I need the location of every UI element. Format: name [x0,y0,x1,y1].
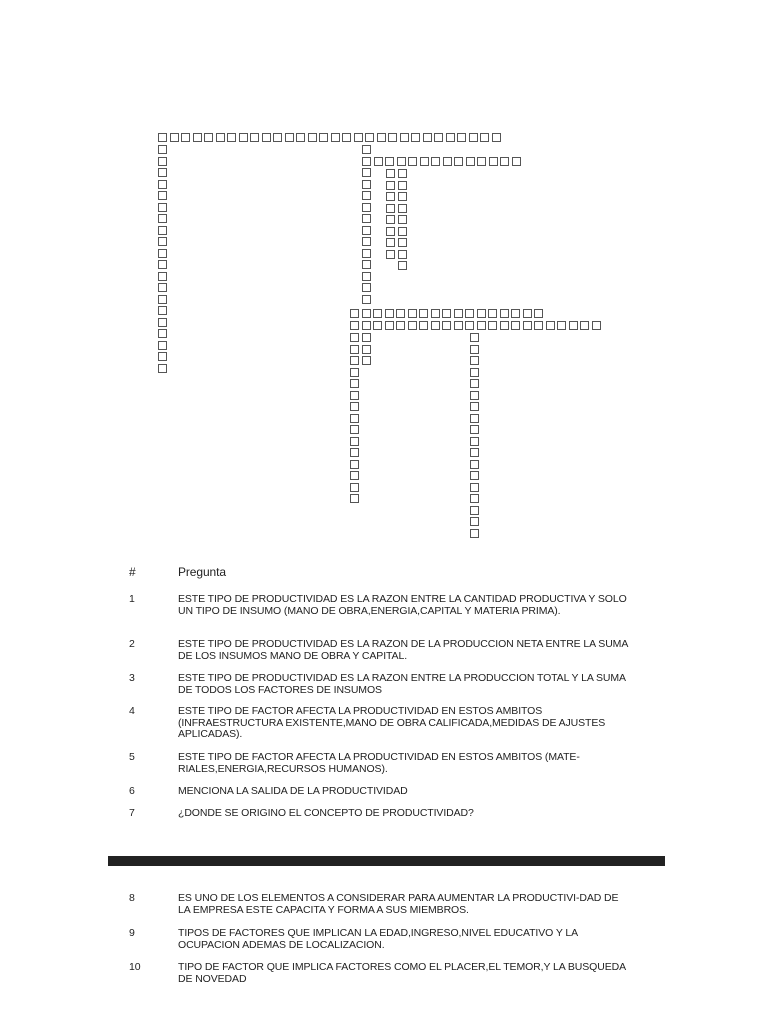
crossword-cell[interactable] [492,133,501,142]
crossword-cell[interactable] [342,133,351,142]
crossword-cell[interactable] [373,321,382,330]
crossword-cell[interactable] [331,133,340,142]
crossword-cell[interactable] [362,214,371,223]
crossword-cell[interactable] [158,283,167,292]
crossword-cell[interactable] [386,215,395,224]
crossword-cell[interactable] [396,309,405,318]
crossword-cell[interactable] [158,306,167,315]
crossword-cell[interactable] [350,402,359,411]
crossword-cell[interactable] [362,180,371,189]
crossword-cell[interactable] [408,157,417,166]
crossword-cell[interactable] [411,133,420,142]
crossword-cell[interactable] [557,321,566,330]
crossword-cell[interactable] [386,169,395,178]
crossword-cell[interactable] [470,368,479,377]
crossword-cell[interactable] [350,309,359,318]
crossword-cell[interactable] [580,321,589,330]
crossword-cell[interactable] [158,318,167,327]
question-text: ESTE TIPO DE PRODUCTIVIDAD ES LA RAZON ENTRE LA PRODUCCION TOTAL Y LA SUMA DE TODOS LOS FACTORES DE INSUMOS [178,672,626,696]
question-text: ¿DONDE SE ORIGINO EL CONCEPTO DE PRODUCTIVIDAD? [178,807,474,819]
crossword-cell[interactable] [158,237,167,246]
crossword-cell[interactable] [398,250,407,259]
crossword-cell[interactable] [477,157,486,166]
crossword-cell[interactable] [204,133,213,142]
crossword-cell[interactable] [216,133,225,142]
crossword-cell[interactable] [158,364,167,373]
crossword-cell[interactable] [420,157,429,166]
crossword-cell[interactable] [488,321,497,330]
crossword-cell[interactable] [158,329,167,338]
crossword-cell[interactable] [442,321,451,330]
crossword-cell[interactable] [534,321,543,330]
question-number: 1 [129,593,135,605]
crossword-cell[interactable] [362,145,371,154]
crossword-cell[interactable] [350,494,359,503]
crossword-cell[interactable] [158,157,167,166]
crossword-cell[interactable] [227,133,236,142]
crossword-cell[interactable] [296,133,305,142]
question-number: 4 [129,705,135,717]
crossword-cell[interactable] [400,133,409,142]
crossword-cell[interactable] [158,295,167,304]
crossword-cell[interactable] [362,191,371,200]
crossword-cell[interactable] [470,529,479,538]
crossword-cell[interactable] [434,133,443,142]
crossword-cell[interactable] [470,356,479,365]
crossword-cell[interactable] [158,203,167,212]
crossword-cell[interactable] [365,133,374,142]
crossword-cell[interactable] [362,168,371,177]
crossword-cell[interactable] [239,133,248,142]
crossword-cell[interactable] [158,145,167,154]
crossword-cell[interactable] [362,249,371,258]
crossword-cell[interactable] [398,227,407,236]
crossword-cell[interactable] [397,157,406,166]
crossword-cell[interactable] [362,321,371,330]
crossword-cell[interactable] [362,356,371,365]
crossword-cell[interactable] [511,309,520,318]
crossword-cell[interactable] [511,321,520,330]
crossword-cell[interactable] [385,157,394,166]
crossword-cell[interactable] [419,309,428,318]
crossword-cell[interactable] [158,168,167,177]
crossword-cell[interactable] [193,133,202,142]
crossword-cell[interactable] [308,133,317,142]
crossword-cell[interactable] [398,181,407,190]
crossword-cell[interactable] [442,309,451,318]
crossword-cell[interactable] [489,157,498,166]
crossword-cell[interactable] [350,414,359,423]
question-text: ES UNO DE LOS ELEMENTOS A CONSIDERAR PARA AUMENTAR LA PRODUCTIVI-DAD DE LA EMPRESA ESTE CAPACITA Y FORMA A SUS MIEMBROS. [178,892,619,916]
crossword-cell[interactable] [470,460,479,469]
page-divider [108,856,665,866]
question-text: ESTE TIPO DE PRODUCTIVIDAD ES LA RAZON ENTRE LA CANTIDAD PRODUCTIVA Y SOLO UN TIPO DE INSUMO (MANO DE OBRA,ENERGIA,CAPITAL Y MATERIA PRIMA). [178,593,627,617]
crossword-cell[interactable] [477,309,486,318]
crossword-cell[interactable] [350,321,359,330]
crossword-cell[interactable] [457,133,466,142]
question-text: ESTE TIPO DE PRODUCTIVIDAD ES LA RAZON DE LA PRODUCCION NETA ENTRE LA SUMA DE LOS INSUMOS MANO DE OBRA Y CAPITAL. [178,638,628,662]
crossword-cell[interactable] [158,214,167,223]
crossword-cell[interactable] [454,157,463,166]
crossword-cell[interactable] [350,356,359,365]
crossword-cell[interactable] [319,133,328,142]
crossword-cell[interactable] [362,333,371,342]
crossword-cell[interactable] [500,321,509,330]
question-text: TIPOS DE FACTORES QUE IMPLICAN LA EDAD,INGRESO,NIVEL EDUCATIVO Y LA OCUPACION ADEMAS DE LOCALIZACION. [178,927,578,951]
crossword-cell[interactable] [398,169,407,178]
crossword-cell[interactable] [158,180,167,189]
crossword-cell[interactable] [470,379,479,388]
crossword-cell[interactable] [388,133,397,142]
crossword-cell[interactable] [470,483,479,492]
crossword-cell[interactable] [569,321,578,330]
crossword-cell[interactable] [431,157,440,166]
crossword-cell[interactable] [181,133,190,142]
crossword-cell[interactable] [454,309,463,318]
crossword-cell[interactable] [443,157,452,166]
crossword-cell[interactable] [446,133,455,142]
question-number: 3 [129,672,135,684]
crossword-cell[interactable] [408,309,417,318]
crossword-cell[interactable] [523,321,532,330]
crossword-cell[interactable] [362,295,371,304]
crossword-cell[interactable] [354,133,363,142]
crossword-cell[interactable] [262,133,271,142]
crossword-cell[interactable] [386,181,395,190]
crossword-cell[interactable] [374,157,383,166]
crossword-cell[interactable] [158,133,167,142]
question-number: 5 [129,751,135,763]
crossword-cell[interactable] [250,133,259,142]
crossword-cell[interactable] [350,391,359,400]
question-number: 7 [129,807,135,819]
crossword-cell[interactable] [158,249,167,258]
crossword-cell[interactable] [465,309,474,318]
crossword-cell[interactable] [500,309,509,318]
crossword-cell[interactable] [362,203,371,212]
crossword-cell[interactable] [385,309,394,318]
crossword-cell[interactable] [480,133,489,142]
crossword-cell[interactable] [386,192,395,201]
crossword-cell[interactable] [500,157,509,166]
crossword-cell[interactable] [470,425,479,434]
crossword-cell[interactable] [350,425,359,434]
crossword-cell[interactable] [158,260,167,269]
crossword-cell[interactable] [398,215,407,224]
crossword-cell[interactable] [470,414,479,423]
question-number: 9 [129,927,135,939]
crossword-cell[interactable] [362,272,371,281]
crossword-cell[interactable] [362,283,371,292]
crossword-cell[interactable] [454,321,463,330]
crossword-cell[interactable] [431,321,440,330]
crossword-cell[interactable] [362,226,371,235]
crossword-cell[interactable] [534,309,543,318]
crossword-cell[interactable] [158,191,167,200]
crossword-cell[interactable] [158,226,167,235]
crossword-cell[interactable] [419,321,428,330]
question-text: TIPO DE FACTOR QUE IMPLICA FACTORES COMO EL PLACER,EL TEMOR,Y LA BUSQUEDA DE NOVEDAD [178,961,626,985]
question-number: 6 [129,785,135,797]
crossword-cell[interactable] [362,157,371,166]
question-number: 2 [129,638,135,650]
crossword-cell[interactable] [431,309,440,318]
question-number: 10 [129,961,141,973]
crossword-cell[interactable] [398,238,407,247]
crossword-cell[interactable] [350,379,359,388]
crossword-cell[interactable] [158,341,167,350]
crossword-cell[interactable] [362,309,371,318]
crossword-cell[interactable] [273,133,282,142]
crossword-cell[interactable] [350,437,359,446]
crossword-cell[interactable] [350,460,359,469]
crossword-cell[interactable] [362,345,371,354]
crossword-cell[interactable] [350,471,359,480]
crossword-cell[interactable] [470,494,479,503]
crossword-cell[interactable] [362,237,371,246]
crossword-cell[interactable] [470,517,479,526]
question-text: ESTE TIPO DE FACTOR AFECTA LA PRODUCTIVIDAD EN ESTOS AMBITOS (INFRAESTRUCTURA EXISTENTE,MANO DE OBRA CALIFICADA,MEDIDAS DE AJUSTES APLICADAS). [178,705,606,740]
crossword-cell[interactable] [170,133,179,142]
crossword-cell[interactable] [386,250,395,259]
crossword-cell[interactable] [398,204,407,213]
crossword-cell[interactable] [477,321,486,330]
crossword-cell[interactable] [470,391,479,400]
question-text: MENCIONA LA SALIDA DE LA PRODUCTIVIDAD [178,785,408,797]
header-label: Pregunta [178,565,226,579]
crossword-cell[interactable] [470,345,479,354]
crossword-cell[interactable] [398,261,407,270]
crossword-cell[interactable] [469,133,478,142]
crossword-cell[interactable] [488,309,497,318]
crossword-cell[interactable] [470,448,479,457]
crossword-cell[interactable] [362,260,371,269]
crossword-cell[interactable] [350,333,359,342]
crossword-cell[interactable] [373,309,382,318]
crossword-cell[interactable] [466,157,475,166]
crossword-cell[interactable] [465,321,474,330]
crossword-cell[interactable] [398,192,407,201]
crossword-cell[interactable] [158,352,167,361]
crossword-cell[interactable] [350,368,359,377]
crossword-cell[interactable] [386,238,395,247]
crossword-cell[interactable] [385,321,394,330]
crossword-cell[interactable] [285,133,294,142]
crossword-cell[interactable] [470,333,479,342]
crossword-cell[interactable] [423,133,432,142]
crossword-cell[interactable] [523,309,532,318]
crossword-cell[interactable] [386,204,395,213]
crossword-cell[interactable] [396,321,405,330]
crossword-cell[interactable] [408,321,417,330]
crossword-cell[interactable] [470,506,479,515]
crossword-cell[interactable] [546,321,555,330]
question-number: 8 [129,892,135,904]
crossword-cell[interactable] [377,133,386,142]
crossword-cell[interactable] [470,402,479,411]
crossword-cell[interactable] [512,157,521,166]
header-number: # [129,565,136,579]
crossword-cell[interactable] [350,448,359,457]
crossword-cell[interactable] [158,272,167,281]
crossword-cell[interactable] [350,483,359,492]
crossword-cell[interactable] [592,321,601,330]
crossword-cell[interactable] [350,345,359,354]
crossword-cell[interactable] [470,437,479,446]
question-text: ESTE TIPO DE FACTOR AFECTA LA PRODUCTIVIDAD EN ESTOS AMBITOS (MATE-RIALES,ENERGIA,RECURSOS HUMANOS). [178,751,580,775]
crossword-cell[interactable] [386,227,395,236]
crossword-cell[interactable] [470,471,479,480]
